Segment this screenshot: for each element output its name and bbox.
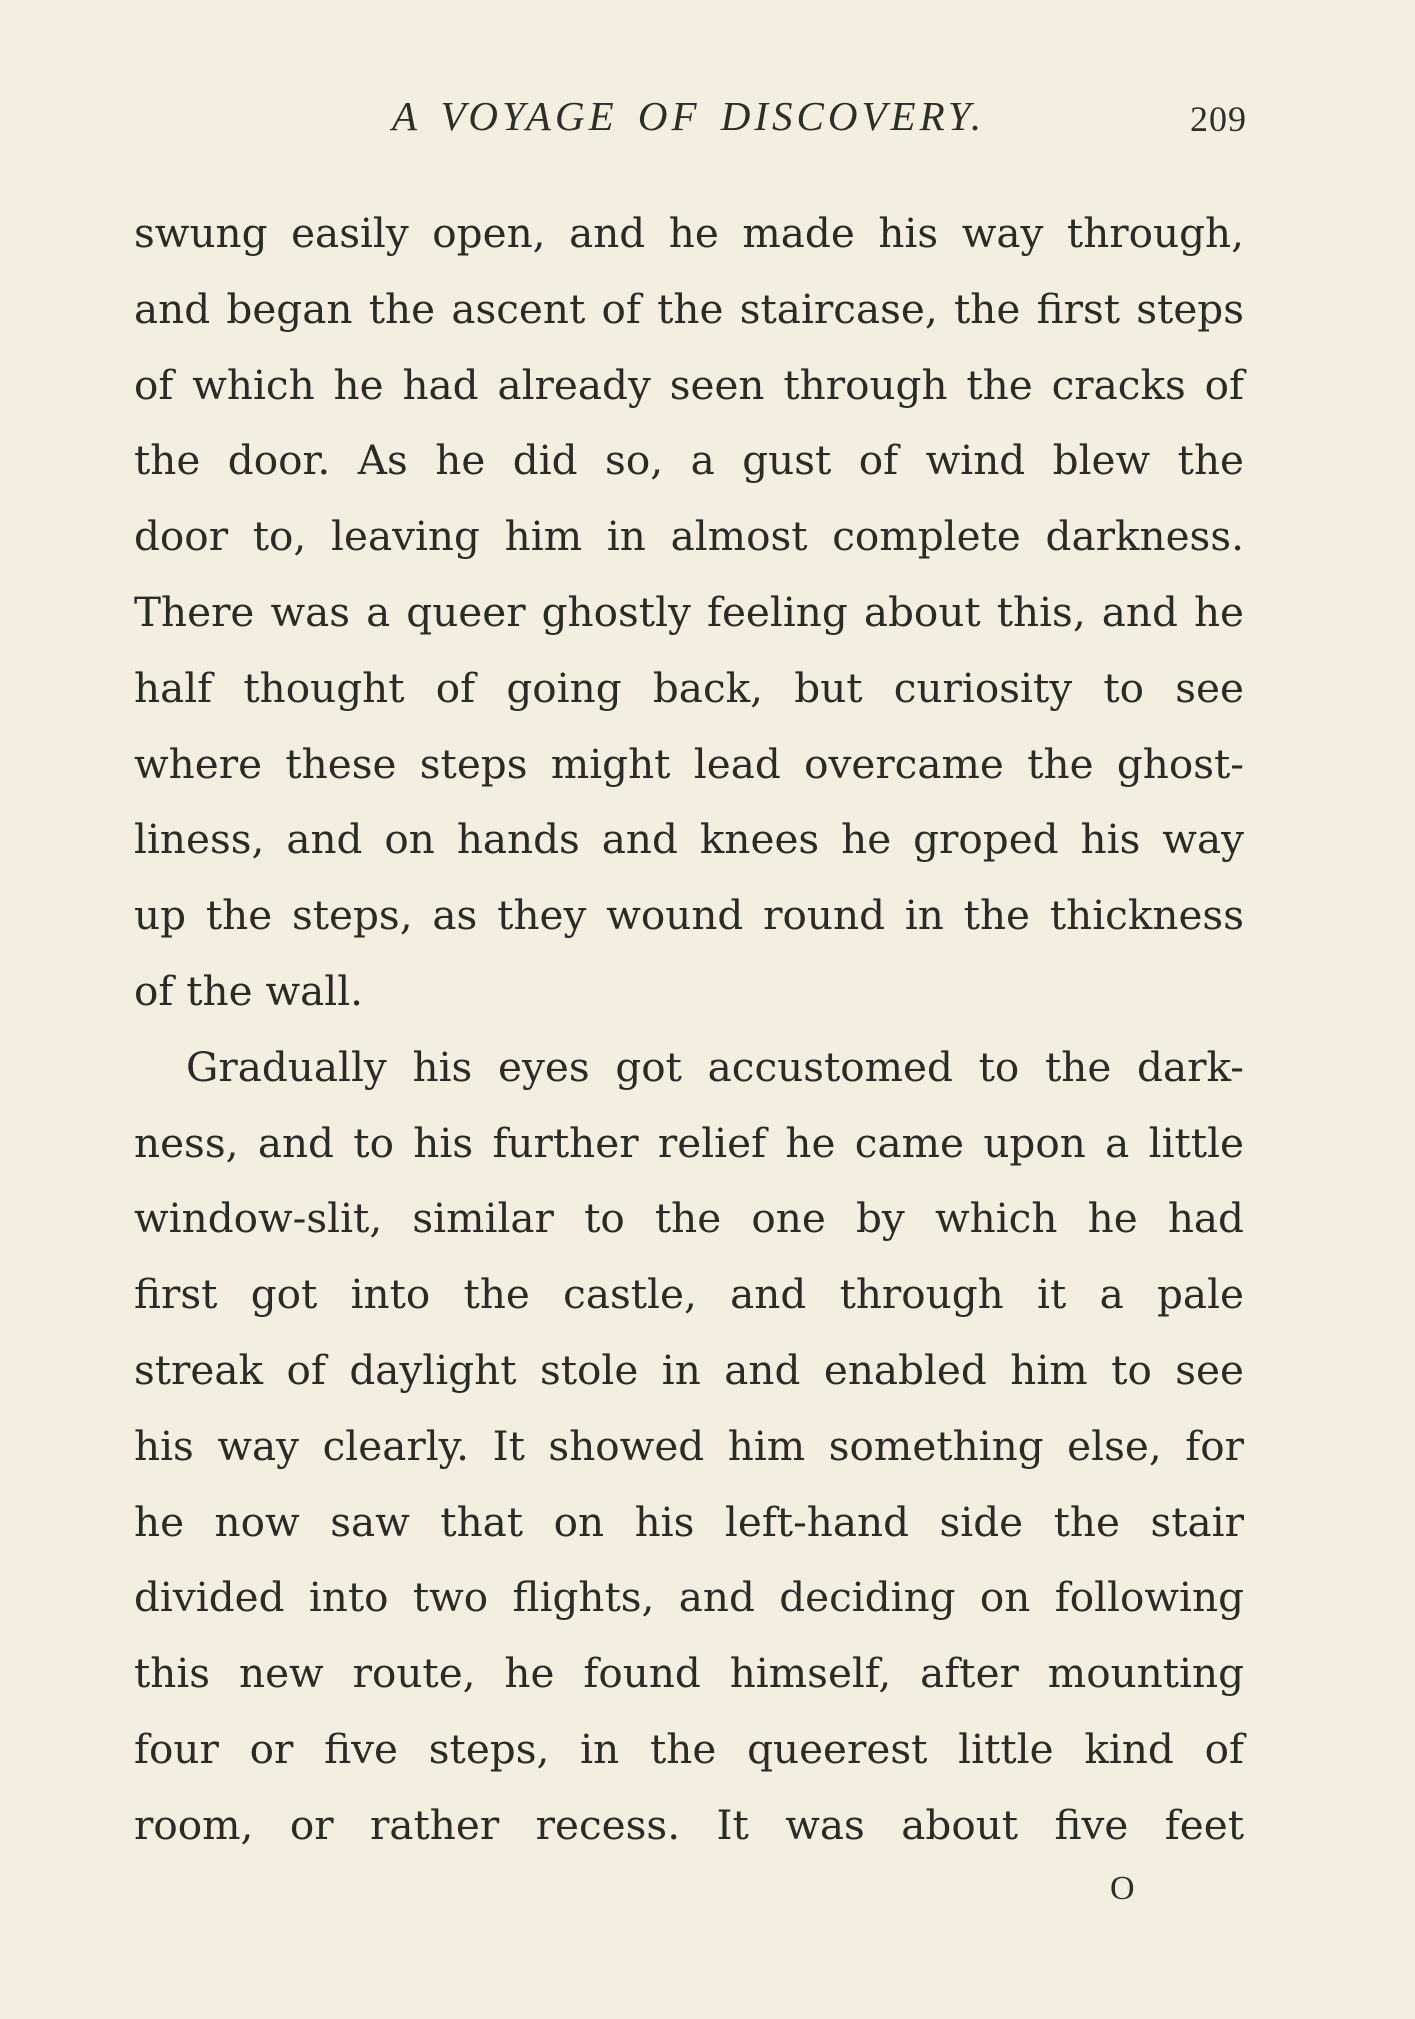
- text-line: half thought of going back, but curiosity to see: [134, 663, 1244, 712]
- text-line-paragraph-start: Gradually his eyes got accustomed to the dark-: [186, 1042, 1244, 1091]
- text-line: window-slit, similar to the one by which he had: [134, 1194, 1244, 1243]
- text-line: up the steps, as they wound round in the thickness: [134, 891, 1244, 940]
- text-line: this new route, he found himself, after mounting: [134, 1649, 1244, 1698]
- text-line: room, or rather recess. It was about five feet: [134, 1800, 1244, 1849]
- text-line: ness, and to his further relief he came upon a little: [134, 1118, 1244, 1167]
- text-line: swung easily open, and he made his way through,: [134, 209, 1244, 257]
- running-head: [0, 92, 1415, 152]
- signature-mark: O: [1110, 1870, 1135, 1907]
- text-line: and began the ascent of the staircase, the first steps: [134, 284, 1244, 333]
- text-line: four or five steps, in the queerest little kind of: [134, 1724, 1244, 1773]
- text-line: streak of daylight stole in and enabled him to see: [134, 1345, 1244, 1394]
- text-line: first got into the castle, and through it a pale: [134, 1270, 1244, 1319]
- body-text: [134, 196, 1244, 1864]
- text-line: he now saw that on his left-hand side the stair: [134, 1497, 1244, 1546]
- text-line: his way clearly. It showed him something else, for: [134, 1421, 1244, 1470]
- text-line: There was a queer ghostly feeling about this, and he: [134, 587, 1244, 636]
- running-title: A VOYAGE OF DISCOVERY.: [392, 93, 986, 139]
- page-number: 209: [1190, 99, 1247, 139]
- text-line: where these steps might lead overcame the ghost-: [134, 739, 1244, 788]
- text-line: door to, leaving him in almost complete darkness.: [134, 512, 1244, 561]
- text-line-paragraph-end: of the wall.: [134, 966, 364, 1015]
- text-line: liness, and on hands and knees he groped his way: [134, 815, 1244, 864]
- text-line: of which he had already seen through the cracks of: [134, 360, 1244, 409]
- text-line: divided into two flights, and deciding on following: [134, 1573, 1244, 1622]
- text-line: the door. As he did so, a gust of wind blew the: [134, 436, 1244, 485]
